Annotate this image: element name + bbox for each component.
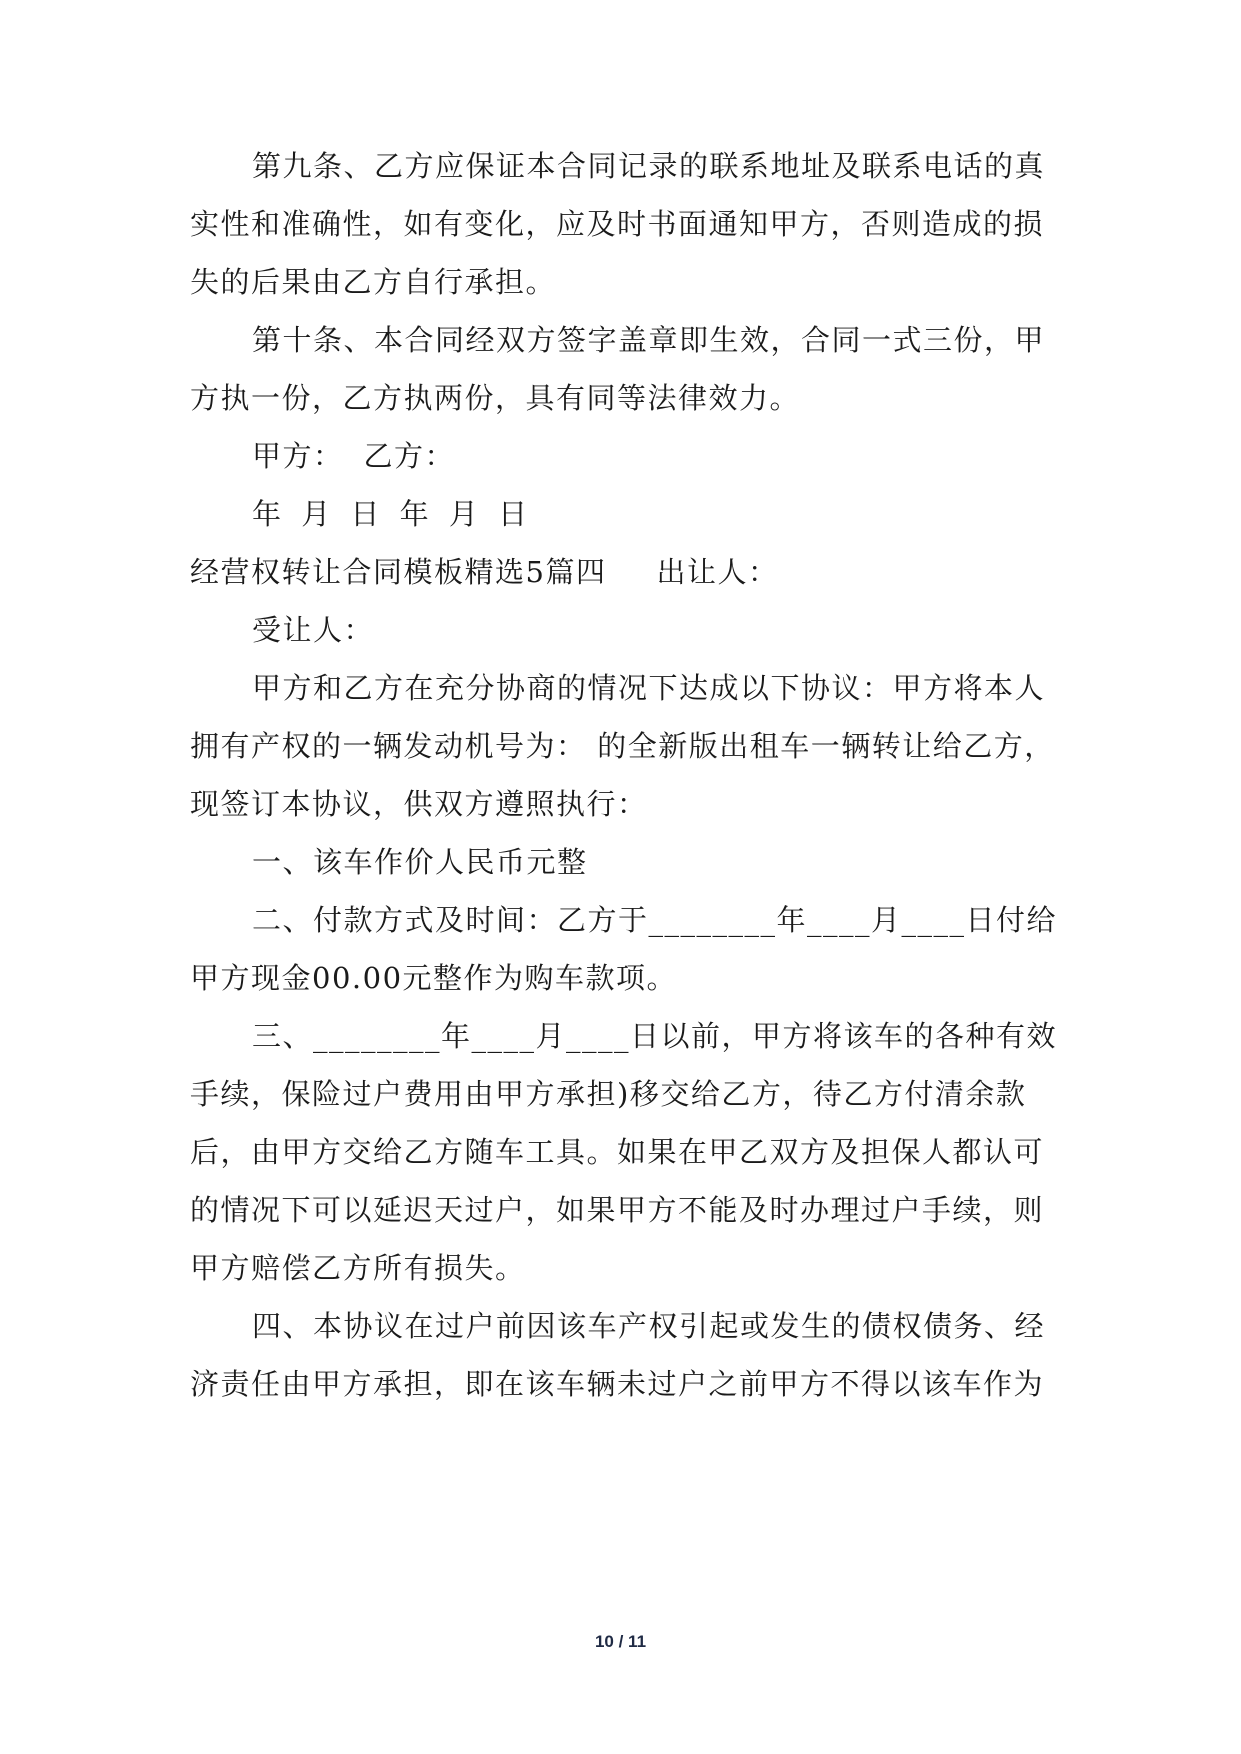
- clause-2-line-2: 甲方现金00.00元整作为购车款项。: [190, 961, 678, 995]
- contract-heading-line: [190, 552, 1070, 592]
- clause-3-line-1: 三、________年____月____日以前，甲方将该车的各种有效: [252, 1019, 1058, 1053]
- party-b-label: 乙方：: [363, 439, 456, 473]
- article-9-line-3: 失的后果由乙方自行承担。: [190, 265, 557, 299]
- clause-3-line-3: 后，由甲方交给乙方随车工具。如果在甲乙双方及担保人都认可: [190, 1135, 1045, 1169]
- clause-4-line-1: 四、本协议在过户前因该车产权引起或发生的债权债务、经: [252, 1309, 1046, 1343]
- transferee-label: 受让人：: [252, 613, 375, 647]
- article-10-line-2: 方执一份，乙方执两份，具有同等法律效力。: [190, 381, 801, 415]
- article-9-line-2: 实性和准确性，如有变化，应及时书面通知甲方，否则造成的损: [190, 207, 1045, 241]
- clause-3-line-2: 手续，保险过户费用由甲方承担)移交给乙方，待乙方付清余款: [190, 1077, 1027, 1111]
- transferor-label: 出让人：: [656, 555, 779, 589]
- contract-title: 经营权转让合同模板精选5篇四: [190, 555, 607, 589]
- date-line: 年 月 日 年 月 日: [252, 497, 529, 531]
- intro-line-3: 现签订本协议，供双方遵照执行：: [190, 787, 648, 821]
- page-number: 10 / 11: [594, 1632, 647, 1651]
- intro-line-1: 甲方和乙方在充分协商的情况下达成以下协议：甲方将本人: [252, 671, 1046, 705]
- clause-3-line-5: 甲方赔偿乙方所有损失。: [190, 1251, 526, 1285]
- signature-line: [252, 436, 1132, 476]
- clause-2-line-1: 二、付款方式及时间：乙方于________年____月____日付给: [252, 903, 1058, 937]
- article-9-line-1: 第九条、乙方应保证本合同记录的联系地址及联系电话的真: [252, 149, 1046, 183]
- party-a-label: 甲方：: [252, 439, 344, 473]
- intro-line-2: 拥有产权的一辆发动机号为： 的全新版出租车一辆转让给乙方，: [190, 729, 1055, 763]
- clause-1: 一、该车作价人民币元整: [252, 845, 588, 879]
- clause-4-line-2: 济责任由甲方承担，即在该车辆未过户之前甲方不得以该车作为: [190, 1367, 1045, 1401]
- clause-3-line-4: 的情况下可以延迟天过户，如果甲方不能及时办理过户手续，则: [190, 1193, 1045, 1227]
- article-10-line-1: 第十条、本合同经双方签字盖章即生效，合同一式三份，甲: [252, 323, 1046, 357]
